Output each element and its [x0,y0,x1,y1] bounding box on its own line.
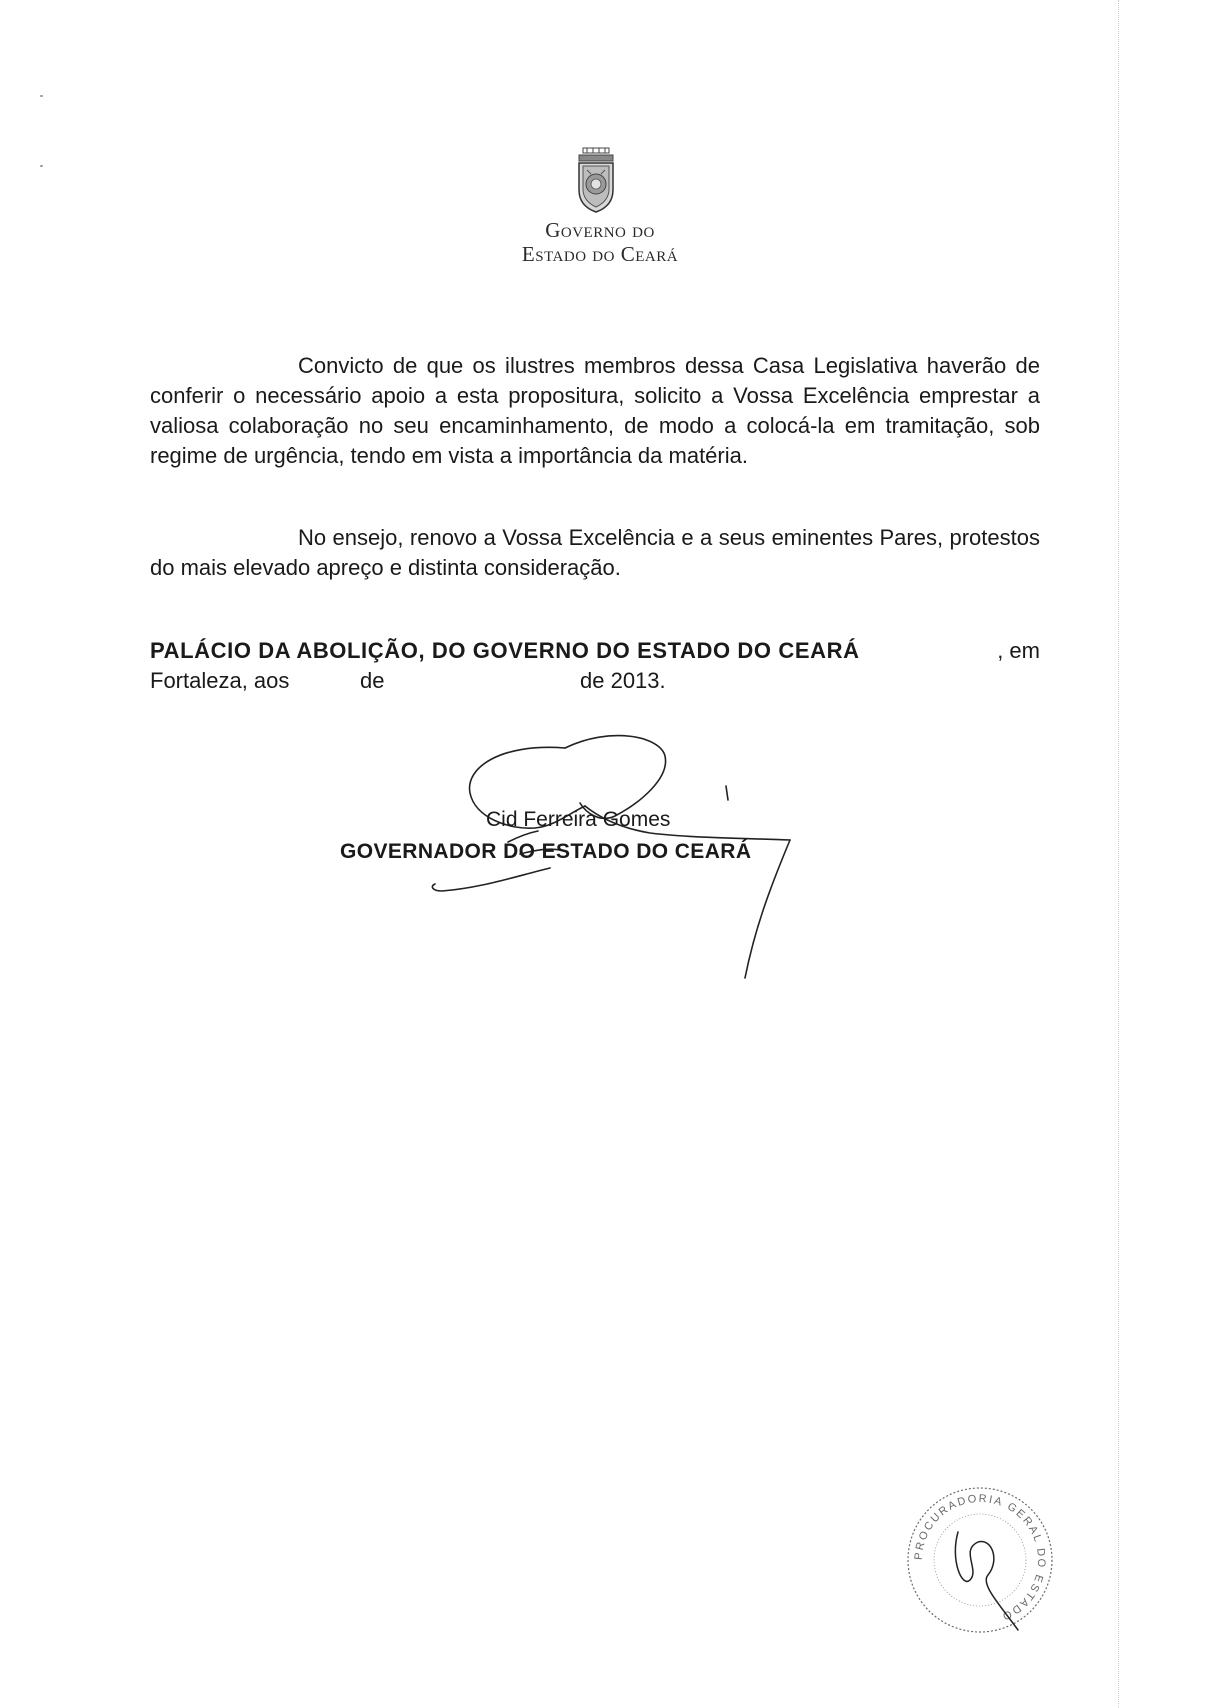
closing-suffix: , em [997,638,1040,663]
closing-block [150,636,1040,696]
signer-title: GOVERNADOR DO ESTADO DO CEARÁ [340,840,752,863]
stamp-text: PROCURADORIA GERAL DO ESTADO [912,1492,1048,1623]
body-paragraph-2: No ensejo, renovo a Vossa Excelência e a seus eminentes Pares, protestos do mais elevado apreço e distinta consideração. [150,525,1040,580]
palace-name: PALÁCIO DA ABOLIÇÃO, DO GOVERNO DO ESTADO DO CEARÁ [150,638,860,663]
date-day-of: de [360,668,385,693]
signer-name: Cid Ferreira Gomes [486,808,671,831]
closing-line [150,636,1040,666]
office-stamp [900,1480,1060,1640]
letterhead-line-2: Estado do Ceará [521,242,679,266]
letterhead-line-1: Governo do [545,218,655,242]
page-edge-line [1118,0,1120,1708]
handwritten-signature [360,688,840,978]
coat-of-arms-icon [573,146,619,214]
letterhead [440,218,760,266]
scan-speck [40,95,43,97]
scan-speck [40,165,43,167]
date-city: Fortaleza, aos [150,668,290,693]
body-paragraph-1: Convicto de que os ilustres membros dessa Casa Legislativa haverão de conferir o necessário apoio a esta propositura, solicito a Vossa Excelência emprestar a valiosa colaboração no seu encaminhamento, de modo a colocá-la em tramitação, sob regime de urgência, tendo em vista a importância da matéria. [150,353,1040,468]
svg-text:PROCURADORIA GERAL DO ESTADO [913,1493,1047,1623]
date-year: de 2013. [580,668,666,693]
